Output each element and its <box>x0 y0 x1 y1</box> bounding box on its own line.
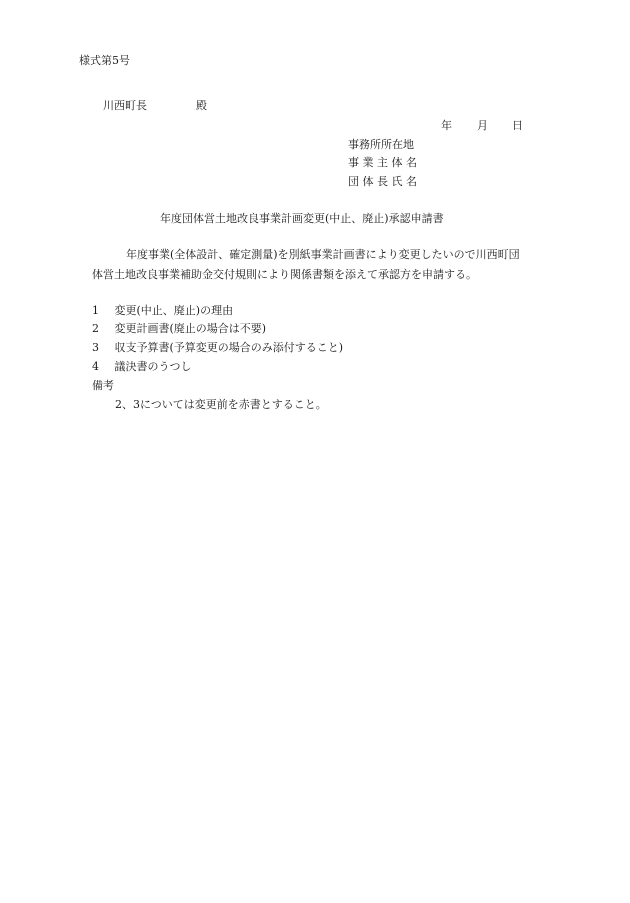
list-item-number: 2 <box>92 322 99 335</box>
list-item <box>92 360 192 374</box>
list-item-number: 1 <box>92 304 99 317</box>
addressee-name: 川西町長 <box>103 99 147 112</box>
list-item-number: 3 <box>92 341 99 354</box>
date-month: 月 <box>477 119 488 132</box>
list-item-number: 4 <box>92 360 99 373</box>
entity-name-label: 事 業 主 体 名 <box>348 156 417 169</box>
date-year: 年 <box>441 119 452 132</box>
body-text-line-2: 体営土地改良事業補助金交付規則により関係書類を添えて承認方を申請する。 <box>92 268 477 281</box>
office-address-label: 事務所所在地 <box>348 138 414 151</box>
form-number: 様式第5号 <box>79 54 130 67</box>
body-text-line-1: 年度事業(全体設計、確定測量)を別紙事業計画書により変更したいので川西町団 <box>126 248 520 261</box>
list-item-text: 議決書のうつし <box>114 360 192 373</box>
list-item-text: 収支予算書(予算変更の場合のみ添付すること) <box>114 341 344 354</box>
list-item-text: 変更(中止、廃止)の理由 <box>114 304 234 317</box>
list-item <box>92 304 233 318</box>
remarks-heading: 備考 <box>92 379 114 392</box>
document-title: 年度団体営土地改良事業計画変更(中止、廃止)承認申請書 <box>160 212 444 225</box>
addressee-honorific: 殿 <box>196 99 207 112</box>
remarks-note: 2、3については変更前を赤書とすること。 <box>115 398 327 411</box>
list-item-text: 変更計画書(廃止の場合は不要) <box>114 322 267 335</box>
list-item <box>92 341 343 355</box>
list-item <box>92 322 266 336</box>
date-day: 日 <box>512 119 523 132</box>
representative-label: 団 体 長 氏 名 <box>348 175 417 188</box>
